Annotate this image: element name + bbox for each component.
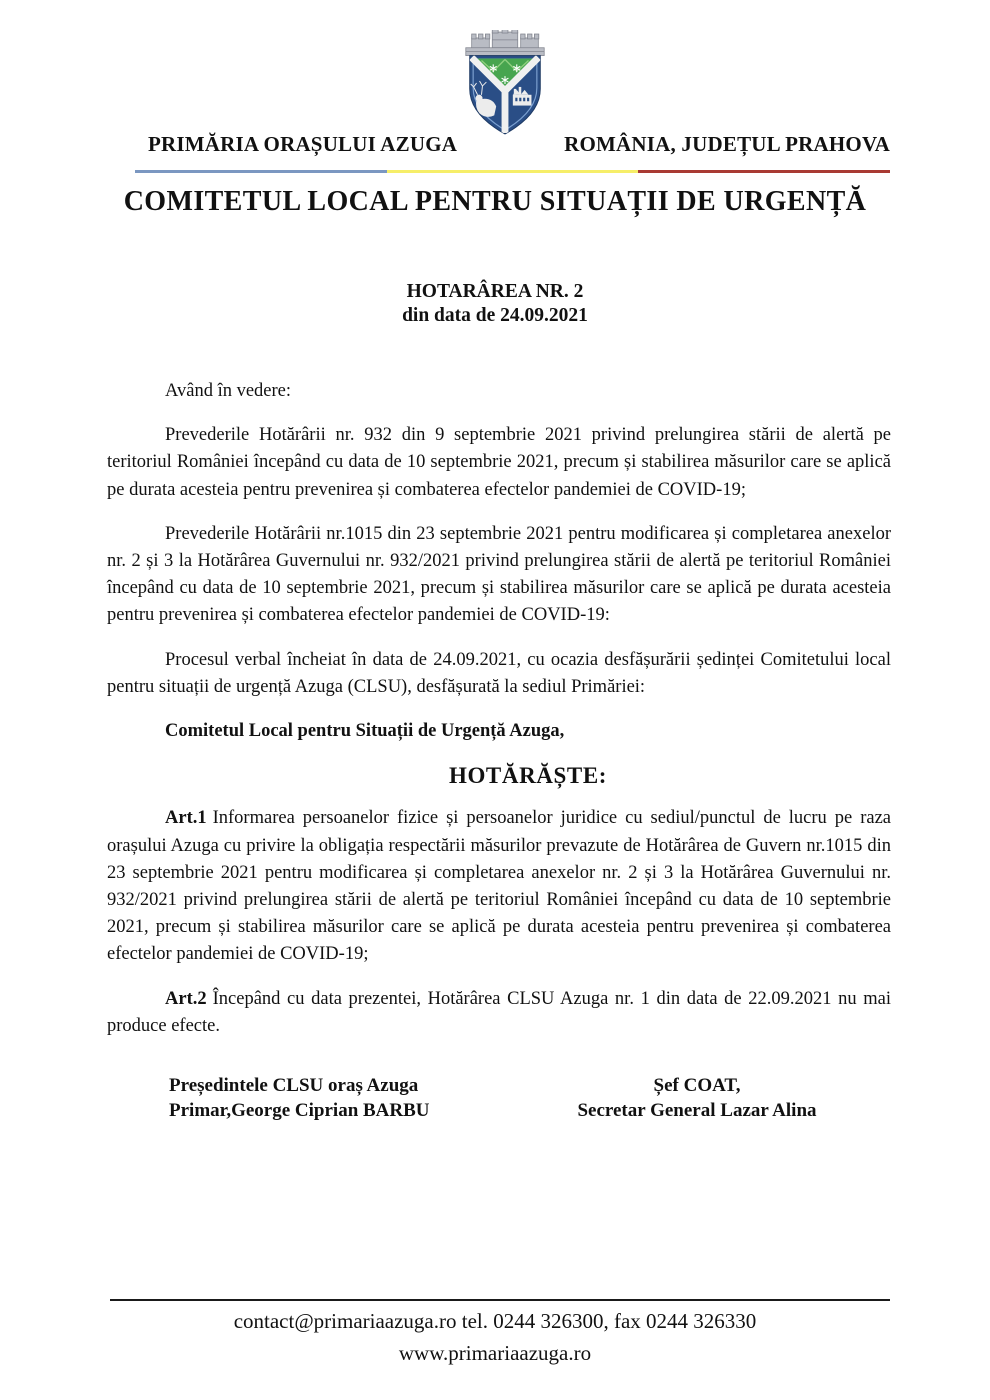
decision-heading	[0, 280, 990, 328]
azuga-coat-of-arms-icon	[456, 30, 554, 138]
paragraph-considering-2: Prevederile Hotărârii nr.1015 din 23 septembrie 2021 pentru modificarea și completarea anexelor nr. 2 și 3 la Hotărârea Guvernului nr. 932/2021 privind prelungirea stării de alertă pe teritoriul României începând cu data de 10 septembrie 2021, precum și stabilirea măsurilor care se aplică pe durata acesteia pentru prevenirea și combaterea efectelor pandemiei de COVID-19:	[107, 523, 891, 626]
article-1-label: Art.1	[165, 808, 207, 829]
intro-line: Având în vedere:	[165, 381, 292, 401]
decision-number: HOTARÂREA NR. 2	[406, 281, 584, 302]
header-municipality: PRIMĂRIA ORAȘULUI AZUGA	[148, 132, 458, 156]
signature-secretary-name: Secretar General Lazar Alina	[577, 1100, 817, 1121]
article-1	[107, 805, 891, 968]
article-2-label: Art.2	[165, 988, 207, 1009]
signature-president	[169, 1073, 430, 1123]
document-title: COMITETUL LOCAL PENTRU SITUAȚII DE URGENȚĂ	[123, 186, 867, 217]
footer-contact-line: contact@primariaazuga.ro tel. 0244 326300, fax 0244 326330	[233, 1309, 757, 1333]
paragraph-considering-1: Prevederile Hotărârii nr. 932 din 9 septembrie 2021 privind prelungirea stării de alertă pe teritoriul României începând cu data de 10 septembrie 2021, precum și stabilirea măsurilor care se aplică pe durata acesteia pentru prevenirea și combaterea efectelor pandemiei de COVID-19;	[107, 425, 891, 500]
committee-line: Comitetul Local pentru Situații de Urgență Azuga,	[165, 721, 565, 742]
decision-date: din data de 24.09.2021	[402, 305, 588, 326]
signature-president-name: Primar,George Ciprian BARBU	[169, 1100, 430, 1121]
tricolor-yellow-segment	[387, 170, 639, 173]
tricolor-red-segment	[638, 170, 890, 173]
header-country-county: ROMÂNIA, JUDEȚUL PRAHOVA	[564, 132, 890, 156]
signature-secretary-title: Șef COAT,	[653, 1075, 741, 1096]
tricolor-rule	[135, 170, 890, 173]
article-2	[107, 986, 891, 1040]
signature-secretary	[527, 1073, 867, 1123]
decides-heading: HOTĂRĂȘTE:	[448, 763, 608, 789]
article-1-text: Informarea persoanelor fizice și persoanelor juridice cu sediul/punctul de lucru pe raza orașului Azuga cu privire la obligația respectării măsurilor prevazute de Hotărârea de Guvern nr.1015 din 23 septembrie 2021 pentru modificarea și completarea anexelor nr. 2 și 3 la Hotărârea Guvernului nr. 932/2021 privind prelungirea stării de alertă pe teritoriul României începând cu data de 10 septembrie 2021, precum și stabilirea măsurilor care se aplică pe durata acesteia pentru prevenirea și combaterea efectelor pandemiei de COVID-19;	[107, 808, 891, 965]
article-2-text: Începând cu data prezentei, Hotărârea CLSU Azuga nr. 1 din data de 22.09.2021 nu mai produce efecte.	[107, 988, 891, 1036]
document-body	[107, 378, 891, 1057]
footer-divider	[110, 1299, 890, 1301]
footer	[0, 1305, 990, 1369]
signature-president-title: Președintele CLSU oraș Azuga	[169, 1075, 419, 1096]
footer-website: www.primariaazuga.ro	[398, 1341, 592, 1365]
signature-block	[107, 1073, 891, 1133]
mural-crown-icon	[466, 30, 544, 56]
paragraph-minutes: Procesul verbal încheiat în data de 24.09.2021, cu ocazia desfășurării ședinței Comitetului local pentru situații de urgență Azuga (CLSU), desfășurată la sediul Primăriei:	[107, 649, 891, 697]
tricolor-blue-segment	[135, 170, 387, 173]
